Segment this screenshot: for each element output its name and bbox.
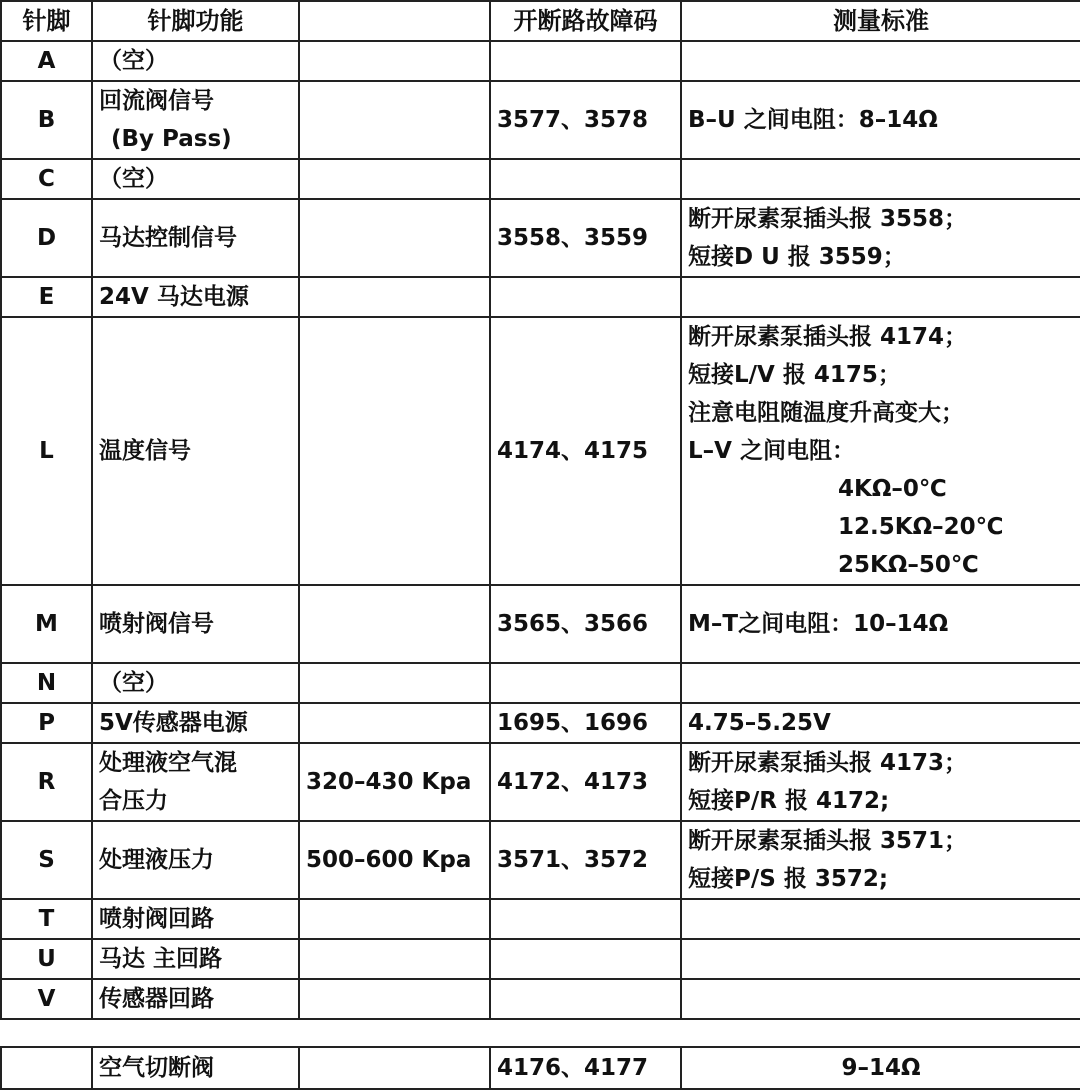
header-row [1,1,1080,41]
function-line: 24V 马达电源 [99,284,249,310]
standard-line: 短接P/R 报 4172; [688,788,890,814]
pressure-cell [299,159,490,199]
table-row [1,585,1080,663]
standard-line: L–V 之间电阻： [688,438,855,464]
function-cell [92,939,299,979]
function-cell [92,743,299,821]
pin-cell: T [1,899,92,939]
header-function: 针脚功能 [92,1,299,41]
function-line: （空） [99,670,168,696]
pin-cell: N [1,663,92,703]
standard-cell [681,743,1080,821]
pressure-cell [299,663,490,703]
function-line: 喷射阀信号 [99,611,214,637]
fault-codes-cell: 3565、3566 [490,585,681,663]
header-standard: 测量标准 [681,1,1080,41]
pin-cell: L [1,317,92,585]
function-line: 处理液空气混 [99,750,237,776]
fault-codes-cell [490,899,681,939]
fault-codes-cell [490,41,681,81]
pressure-cell: 500–600 Kpa [299,821,490,899]
pin-cell: C [1,159,92,199]
pressure-cell [299,939,490,979]
standard-line: 4.75–5.25V [688,710,831,736]
extra-standard: 9–14Ω [681,1047,1080,1089]
function-line: (By Pass) [111,126,232,152]
fault-codes-cell [490,979,681,1019]
fault-codes-cell [490,939,681,979]
fault-codes-cell: 3577、3578 [490,81,681,159]
pin-cell: P [1,703,92,743]
standard-line: 4KΩ–0℃ [838,476,947,502]
pressure-cell [299,979,490,1019]
table-row [1,703,1080,743]
table-row [1,743,1080,821]
function-cell [92,821,299,899]
standard-line: 断开尿素泵插头报 3558； [688,206,968,232]
fault-codes-cell: 1695、1696 [490,703,681,743]
standard-line: 25KΩ–50℃ [838,552,979,578]
standard-cell [681,703,1080,743]
standard-line: 12.5KΩ–20℃ [838,514,1004,540]
function-line: 5V传感器电源 [99,710,248,736]
standard-line: 注意电阻随温度升高变大； [688,400,964,426]
function-cell [92,585,299,663]
function-cell [92,317,299,585]
function-cell [92,81,299,159]
fault-codes-cell [490,277,681,317]
extra-pressure [299,1047,490,1089]
standard-line: 断开尿素泵插头报 3571； [688,828,968,854]
standard-line: 短接D U 报 3559； [688,244,906,270]
pressure-cell [299,899,490,939]
function-cell [92,199,299,277]
pressure-cell: 320–430 Kpa [299,743,490,821]
standard-cell [681,821,1080,899]
standard-cell [681,899,1080,939]
pressure-cell [299,81,490,159]
extra-function: 空气切断阀 [92,1047,299,1089]
pressure-cell [299,41,490,81]
table-row [1,81,1080,159]
function-line: （空） [99,166,168,192]
function-cell [92,899,299,939]
function-line: 喷射阀回路 [99,906,214,932]
extra-pin [1,1047,92,1089]
table-row [1,199,1080,277]
extra-table [0,1046,1080,1090]
function-cell [92,663,299,703]
standard-line: 短接P/S 报 3572; [688,866,889,892]
standard-cell [681,939,1080,979]
table-row [1,663,1080,703]
pressure-cell [299,277,490,317]
standard-cell [681,81,1080,159]
function-line: 回流阀信号 [99,88,214,114]
function-line: 合压力 [99,788,168,814]
pressure-cell [299,585,490,663]
table-row [1,41,1080,81]
pin-cell: V [1,979,92,1019]
table-row [1,939,1080,979]
function-line: （空） [99,48,168,74]
standard-cell [681,199,1080,277]
standard-cell [681,663,1080,703]
pin-cell: D [1,199,92,277]
function-cell [92,277,299,317]
function-line: 处理液压力 [99,847,214,873]
header-pressure [299,1,490,41]
standard-line: 断开尿素泵插头报 4173； [688,750,968,776]
function-line: 马达控制信号 [99,225,237,251]
standard-cell [681,277,1080,317]
table-row [1,277,1080,317]
function-line: 温度信号 [99,438,191,464]
extra-codes: 4176、4177 [490,1047,681,1089]
standard-cell [681,159,1080,199]
standard-cell [681,979,1080,1019]
pressure-cell [299,703,490,743]
header-fault-codes: 开断路故障码 [490,1,681,41]
fault-codes-cell [490,663,681,703]
fault-codes-cell: 3558、3559 [490,199,681,277]
function-cell [92,159,299,199]
pin-cell: R [1,743,92,821]
standard-line: B–U 之间电阻：8–14Ω [688,107,938,133]
standard-line: 断开尿素泵插头报 4174； [688,324,968,350]
standard-line: M–T之间电阻：10–14Ω [688,611,949,637]
function-line: 马达 主回路 [99,946,223,972]
table-row [1,821,1080,899]
table-row [1,317,1080,585]
pin-cell: U [1,939,92,979]
standard-cell [681,317,1080,585]
standard-cell [681,41,1080,81]
function-cell [92,41,299,81]
function-cell [92,979,299,1019]
fault-codes-cell [490,159,681,199]
table-row [1,159,1080,199]
table-row [1,899,1080,939]
pressure-cell [299,199,490,277]
header-pin: 针脚 [1,1,92,41]
pin-cell: B [1,81,92,159]
function-line: 传感器回路 [99,986,214,1012]
pin-cell: A [1,41,92,81]
function-cell [92,703,299,743]
fault-codes-cell: 4174、4175 [490,317,681,585]
pin-cell: S [1,821,92,899]
extra-row [1,1047,1080,1089]
table-row [1,979,1080,1019]
standard-cell [681,585,1080,663]
fault-codes-cell: 4172、4173 [490,743,681,821]
fault-codes-cell: 3571、3572 [490,821,681,899]
standard-line: 短接L/V 报 4175； [688,362,901,388]
pin-cell: E [1,277,92,317]
table-body [1,41,1080,1019]
pressure-cell [299,317,490,585]
pin-cell: M [1,585,92,663]
extra-table-grid [0,1046,1080,1090]
